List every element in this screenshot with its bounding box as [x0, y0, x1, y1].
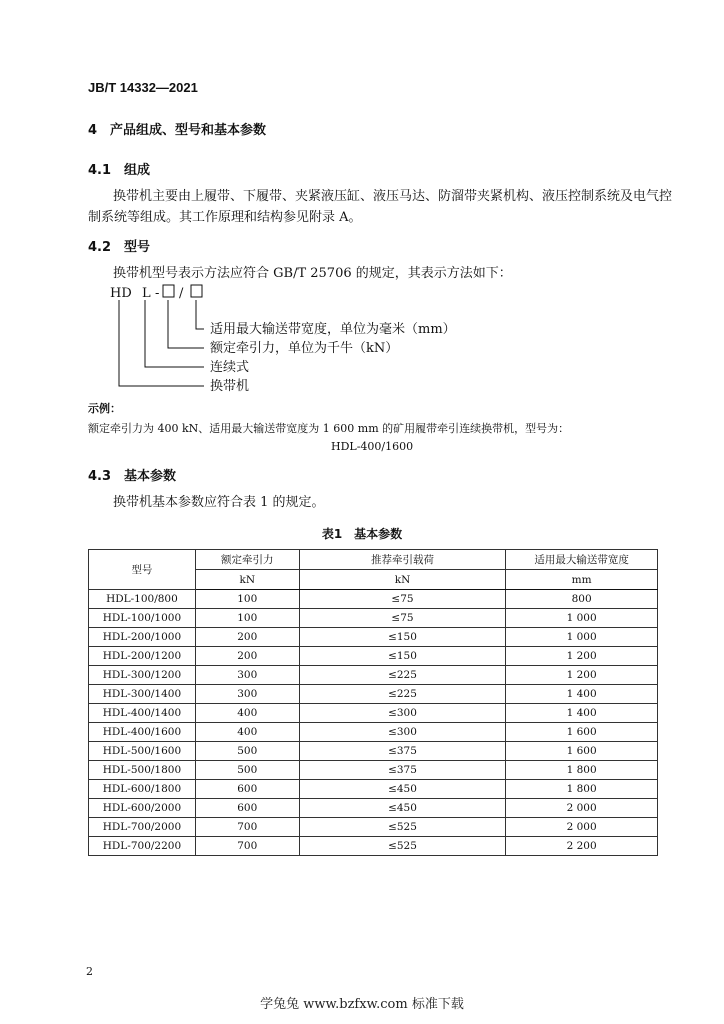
- cell-max-belt-width: 1 400: [506, 704, 658, 723]
- watermark-footer: 学兔兔 www.bzfxw.com 标准下载: [260, 997, 464, 1012]
- cell-model: HDL-600/1800: [89, 780, 196, 799]
- code-hd: HD: [110, 286, 132, 301]
- table-row: [89, 647, 658, 666]
- header-max-belt-width-unit: mm: [506, 570, 658, 590]
- cell-recommended-load: ≤225: [299, 685, 506, 704]
- cell-max-belt-width: 1 800: [506, 761, 658, 780]
- cell-model: HDL-400/1400: [89, 704, 196, 723]
- cell-rated-force: 100: [195, 590, 299, 609]
- table-1-caption: 表1 基本参数: [321, 527, 403, 541]
- cell-rated-force: 400: [195, 723, 299, 742]
- cell-max-belt-width: 1 800: [506, 780, 658, 799]
- code-slash: /: [179, 286, 184, 301]
- model-code-diagram: [100, 280, 520, 395]
- leader-line-force: [168, 300, 204, 348]
- header-rated-force: 额定牵引力: [195, 550, 299, 570]
- label-width: 适用最大输送带宽度，单位为毫米（mm）: [210, 322, 456, 337]
- section-4-1-paragraph-line-2: 制系统等组成。其工作原理和结构参见附录 A。: [88, 210, 362, 225]
- cell-max-belt-width: 1 600: [506, 742, 658, 761]
- cell-rated-force: 600: [195, 799, 299, 818]
- header-recommended-load-unit: kN: [299, 570, 506, 590]
- table-row: [89, 723, 658, 742]
- cell-recommended-load: ≤300: [299, 723, 506, 742]
- label-continuous: 连续式: [210, 360, 250, 375]
- cell-max-belt-width: 2 200: [506, 837, 658, 856]
- cell-rated-force: 700: [195, 837, 299, 856]
- cell-rated-force: 700: [195, 818, 299, 837]
- cell-recommended-load: ≤375: [299, 742, 506, 761]
- header-recommended-load: 推荐牵引载荷: [299, 550, 506, 570]
- table-row: [89, 818, 658, 837]
- cell-max-belt-width: 1 000: [506, 628, 658, 647]
- section-4-2-intro: 换带机型号表示方法应符合 GB/T 25706 的规定，其表示方法如下：: [113, 266, 512, 281]
- cell-rated-force: 600: [195, 780, 299, 799]
- leader-line-continuous: [145, 300, 204, 367]
- header-max-belt-width: 适用最大输送带宽度: [506, 550, 658, 570]
- code-dash: -: [155, 286, 160, 301]
- example-title: 示例：: [88, 402, 121, 415]
- cell-model: HDL-300/1200: [89, 666, 196, 685]
- cell-recommended-load: ≤300: [299, 704, 506, 723]
- example-model: HDL-400/1600: [331, 440, 414, 453]
- table-row: [89, 799, 658, 818]
- section-4-1-heading: 4.1 组成: [88, 163, 151, 178]
- cell-max-belt-width: 1 200: [506, 647, 658, 666]
- cell-model: HDL-100/1000: [89, 609, 196, 628]
- parameters-table: [88, 549, 658, 856]
- header-rated-force-unit: kN: [195, 570, 299, 590]
- section-4-1-paragraph-line-1: 换带机主要由上履带、下履带、夹紧液压缸、液压马达、防溜带夹紧机构、液压控制系统及电气控: [113, 189, 673, 204]
- table-body: [89, 590, 658, 856]
- label-machine: 换带机: [210, 379, 250, 394]
- table-row: [89, 590, 658, 609]
- cell-max-belt-width: 2 000: [506, 818, 658, 837]
- table-row: [89, 685, 658, 704]
- cell-rated-force: 400: [195, 704, 299, 723]
- cell-recommended-load: ≤450: [299, 780, 506, 799]
- cell-recommended-load: ≤150: [299, 628, 506, 647]
- cell-max-belt-width: 800: [506, 590, 658, 609]
- table-row: [89, 780, 658, 799]
- section-4-2-heading: 4.2 型号: [88, 240, 151, 255]
- code-l: L: [142, 286, 151, 301]
- cell-rated-force: 300: [195, 666, 299, 685]
- cell-model: HDL-300/1400: [89, 685, 196, 704]
- code-box-width: [191, 285, 202, 297]
- leader-line-machine: [119, 300, 204, 386]
- document-code-header: JB/T 14332—2021: [88, 80, 198, 95]
- table-row: [89, 628, 658, 647]
- section-4-3-intro: 换带机基本参数应符合表 1 的规定。: [113, 495, 325, 510]
- cell-recommended-load: ≤375: [299, 761, 506, 780]
- page-number: 2: [86, 965, 93, 978]
- cell-rated-force: 200: [195, 628, 299, 647]
- header-model: 型号: [89, 550, 196, 590]
- cell-recommended-load: ≤525: [299, 837, 506, 856]
- table-row: [89, 742, 658, 761]
- table-row: [89, 704, 658, 723]
- cell-model: HDL-400/1600: [89, 723, 196, 742]
- cell-rated-force: 500: [195, 761, 299, 780]
- cell-max-belt-width: 2 000: [506, 799, 658, 818]
- cell-model: HDL-700/2200: [89, 837, 196, 856]
- table-row: [89, 761, 658, 780]
- leader-line-width: [196, 300, 204, 329]
- section-4-heading: 4 产品组成、型号和基本参数: [88, 123, 267, 138]
- cell-recommended-load: ≤75: [299, 609, 506, 628]
- cell-recommended-load: ≤75: [299, 590, 506, 609]
- cell-model: HDL-600/2000: [89, 799, 196, 818]
- cell-model: HDL-700/2000: [89, 818, 196, 837]
- cell-rated-force: 500: [195, 742, 299, 761]
- cell-model: HDL-200/1000: [89, 628, 196, 647]
- cell-rated-force: 300: [195, 685, 299, 704]
- cell-max-belt-width: 1 200: [506, 666, 658, 685]
- cell-max-belt-width: 1 000: [506, 609, 658, 628]
- cell-model: HDL-200/1200: [89, 647, 196, 666]
- table-row: [89, 837, 658, 856]
- cell-recommended-load: ≤450: [299, 799, 506, 818]
- cell-model: HDL-500/1600: [89, 742, 196, 761]
- cell-rated-force: 100: [195, 609, 299, 628]
- table-row: [89, 666, 658, 685]
- cell-rated-force: 200: [195, 647, 299, 666]
- cell-recommended-load: ≤225: [299, 666, 506, 685]
- cell-model: HDL-500/1800: [89, 761, 196, 780]
- cell-recommended-load: ≤150: [299, 647, 506, 666]
- cell-model: HDL-100/800: [89, 590, 196, 609]
- cell-max-belt-width: 1 400: [506, 685, 658, 704]
- code-box-force: [163, 285, 174, 297]
- section-4-3-heading: 4.3 基本参数: [88, 469, 177, 484]
- label-force: 额定牵引力，单位为千牛（kN）: [210, 341, 399, 356]
- cell-max-belt-width: 1 600: [506, 723, 658, 742]
- example-text: 额定牵引力为 400 kN、适用最大输送带宽度为 1 600 mm 的矿用履带牵引连续换带机，型号为：: [88, 422, 570, 435]
- cell-recommended-load: ≤525: [299, 818, 506, 837]
- table-row: [89, 609, 658, 628]
